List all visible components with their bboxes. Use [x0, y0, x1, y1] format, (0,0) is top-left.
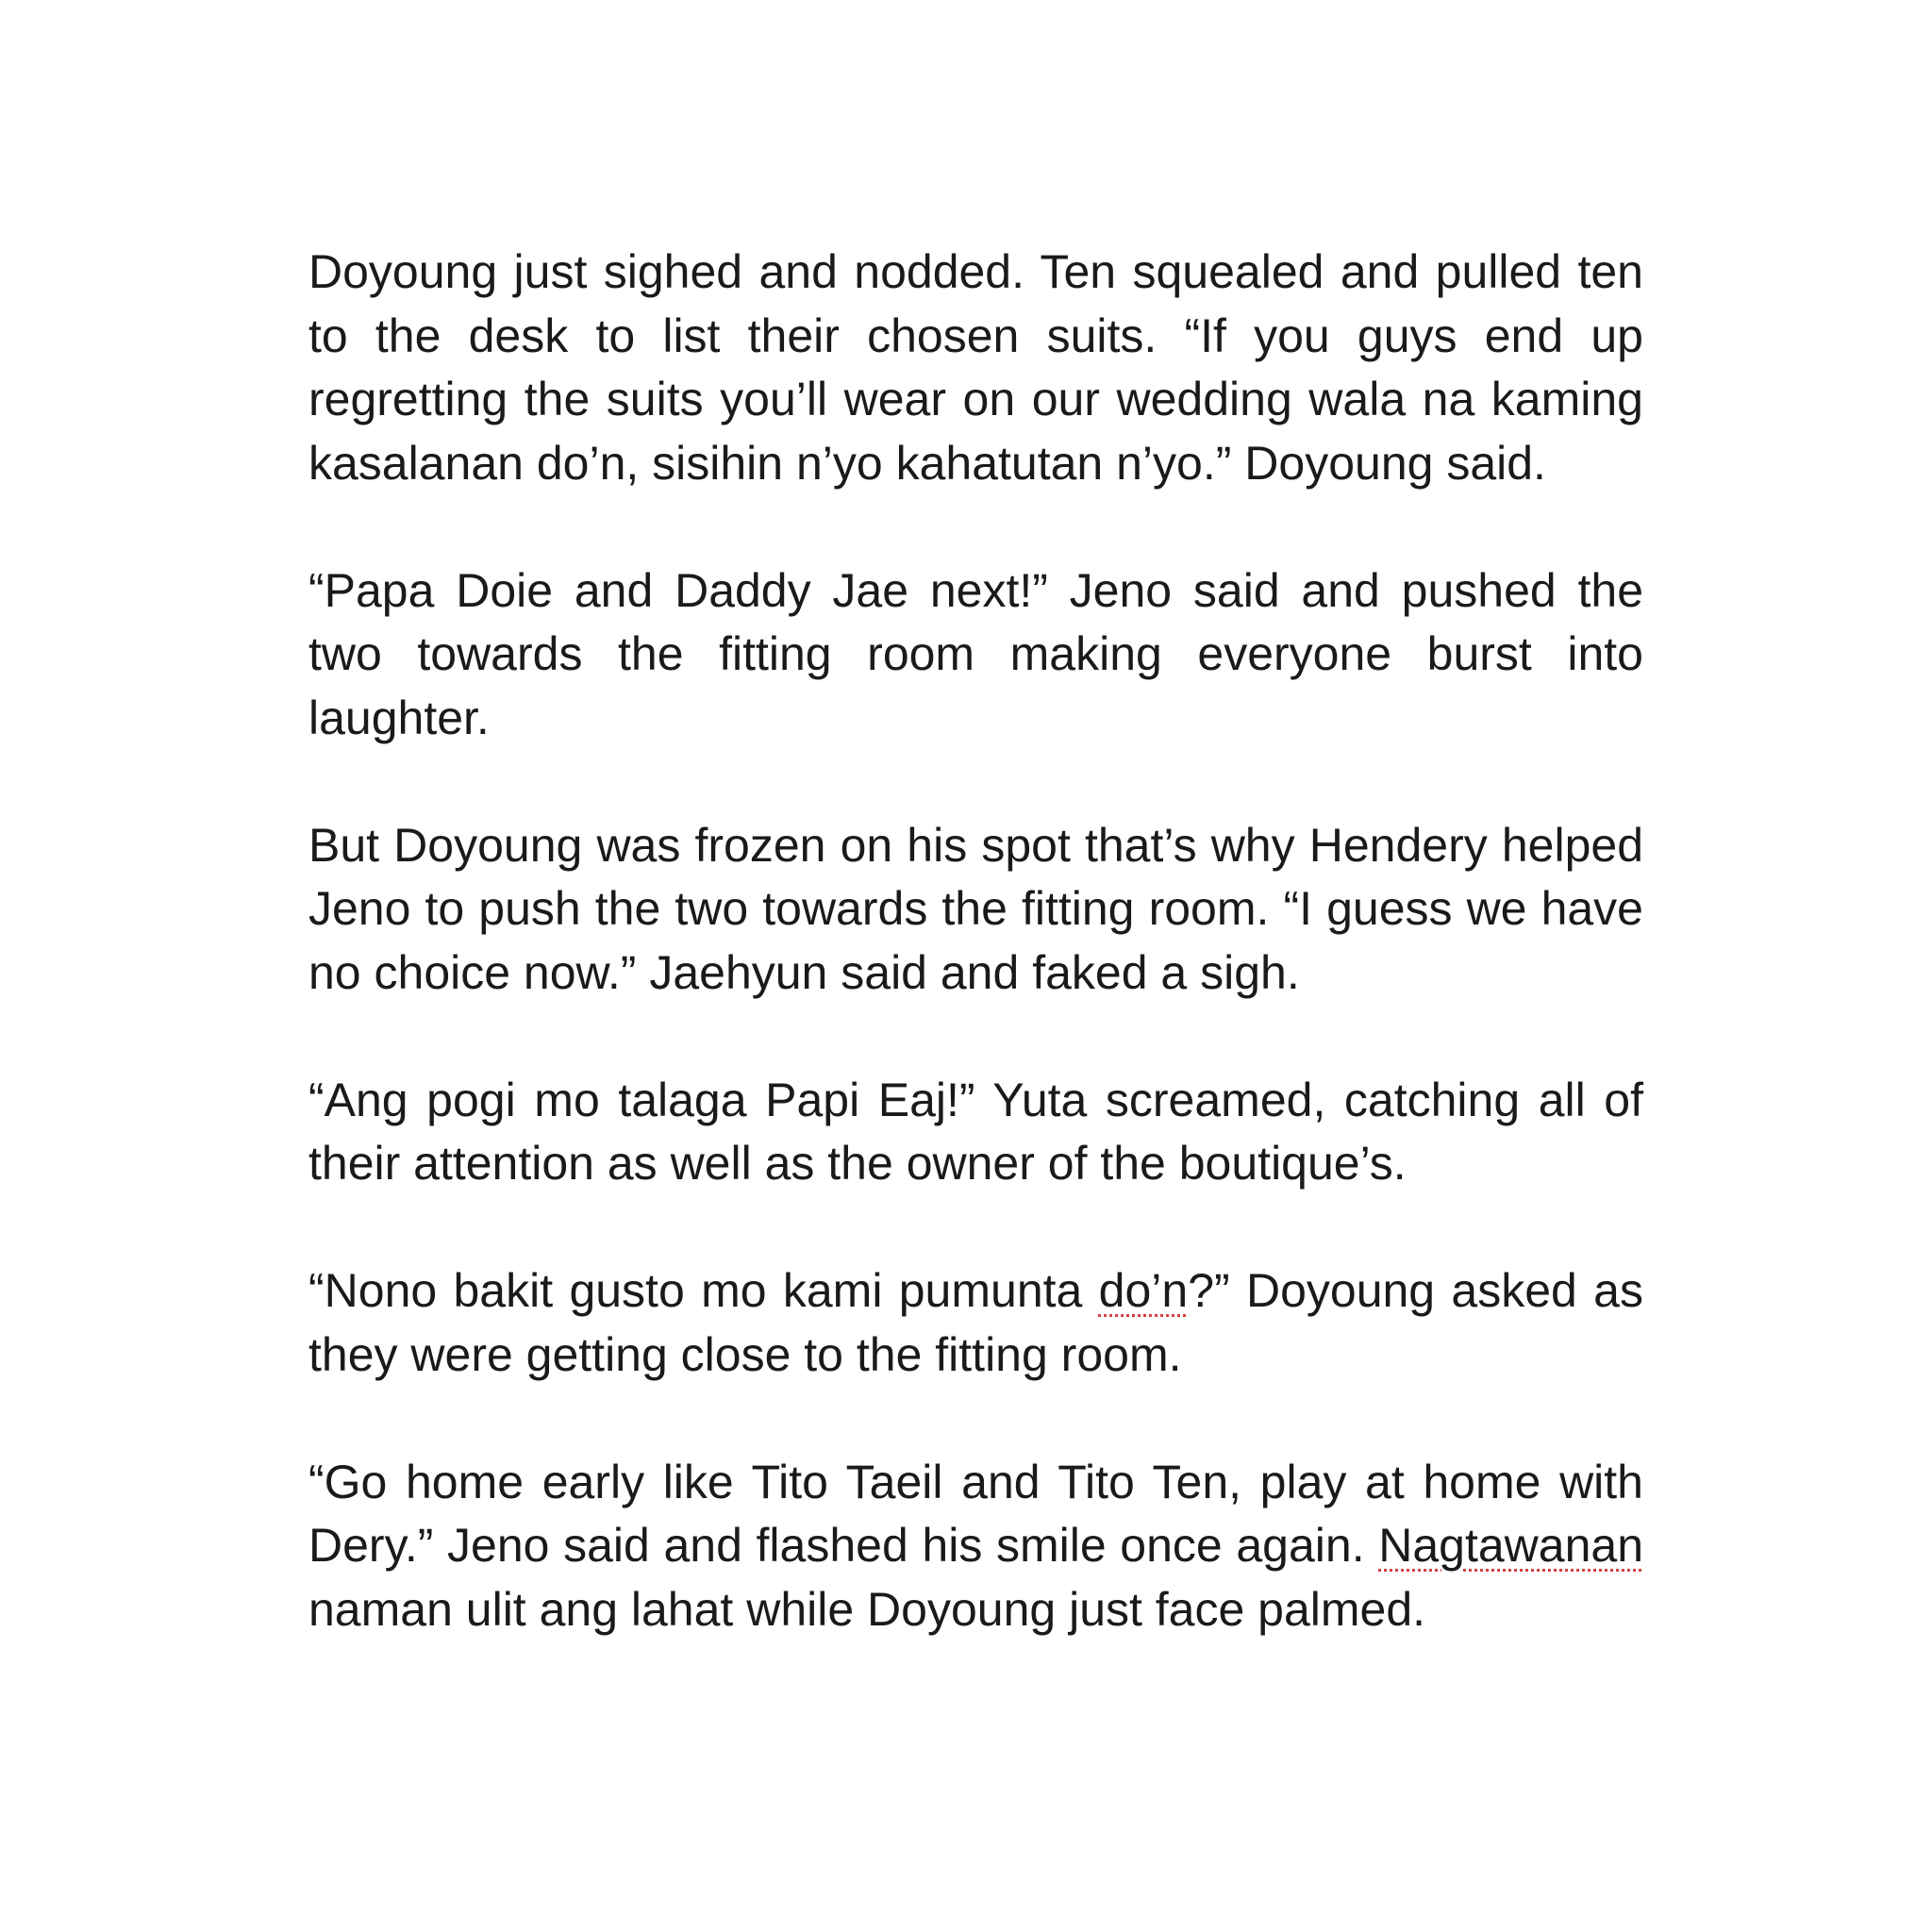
paragraph-text: “Papa Doie and Daddy Jae next!” Jeno said and pushed the two towards the fitting room making everyone burst into laughter.	[308, 563, 1643, 744]
paragraph	[308, 1451, 1643, 1642]
paragraph-text: Doyoung just sighed and nodded. Ten squealed and pulled ten to the desk to list their chosen suits. “If you guys end up regretting the suits you’ll wear on our wedding wala na kaming kasalanan do’n, sisihin n’yo kahatutan n’yo.” Doyoung said.	[308, 245, 1643, 490]
paragraph	[308, 559, 1643, 751]
paragraph	[308, 241, 1643, 495]
paragraph-text: “Nono bakit gusto mo kami pumunta	[308, 1264, 1099, 1317]
spellcheck-flagged-word[interactable]: do’n	[1098, 1264, 1189, 1317]
paragraph-text: But Doyoung was frozen on his spot that’s why Hendery helped Jeno to push the two towards the fitting room. “I guess we have no choice now.” Jaehyun said and faked a sigh.	[308, 818, 1643, 999]
paragraph-text: “Go home early like Tito Taeil and Tito Ten, play at home with Dery.” Jeno said and flashed his smile once again.	[308, 1455, 1643, 1572]
spellcheck-flagged-word[interactable]: Nagtawanan	[1378, 1519, 1643, 1572]
paragraph	[308, 1259, 1643, 1387]
paragraph-text: “Ang pogi mo talaga Papi Eaj!” Yuta screamed, catching all of their attention as well as the owner of the boutique’s.	[308, 1073, 1643, 1190]
paragraph-text: ?” Doyoung asked as they were getting close to the fitting room.	[308, 1264, 1643, 1381]
story-text	[308, 241, 1643, 1641]
paragraph	[308, 814, 1643, 1006]
paragraph	[308, 1069, 1643, 1196]
paragraph-text: naman ulit ang lahat while Doyoung just face palmed.	[308, 1582, 1426, 1636]
